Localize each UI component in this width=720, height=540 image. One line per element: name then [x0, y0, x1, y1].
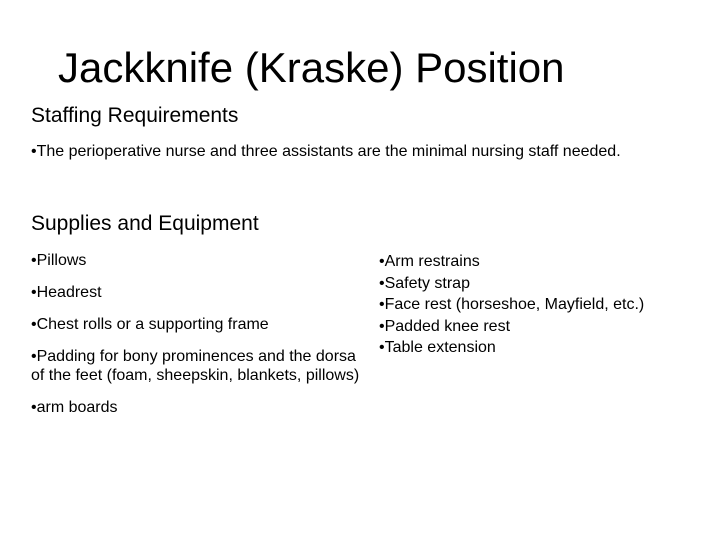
supplies-heading: Supplies and Equipment — [31, 212, 259, 235]
list-item: •Safety strap — [379, 274, 470, 292]
slide-title: Jackknife (Kraske) Position — [58, 44, 565, 91]
list-item: •Padded knee rest — [379, 317, 511, 335]
supplies-left-list — [31, 251, 361, 430]
list-item: •Padding for bony prominences and the dorsa of the feet (foam, sheepskin, blankets, pillows) — [31, 348, 360, 384]
list-item: •Face rest (horseshoe, Mayfield, etc.) — [379, 296, 645, 313]
list-item: •Chest rolls or a supporting frame — [31, 316, 269, 333]
list-item: •arm boards — [31, 399, 118, 416]
list-item: •Headrest — [31, 284, 102, 301]
list-item: •Arm restrains — [379, 253, 480, 270]
list-item: •Pillows — [31, 252, 87, 269]
supplies-right-list — [379, 251, 709, 359]
list-item: •Table extension — [379, 339, 496, 356]
staffing-heading: Staffing Requirements — [31, 104, 239, 127]
staffing-item: •The perioperative nurse and three assistants are the minimal nursing staff needed. — [31, 143, 621, 160]
